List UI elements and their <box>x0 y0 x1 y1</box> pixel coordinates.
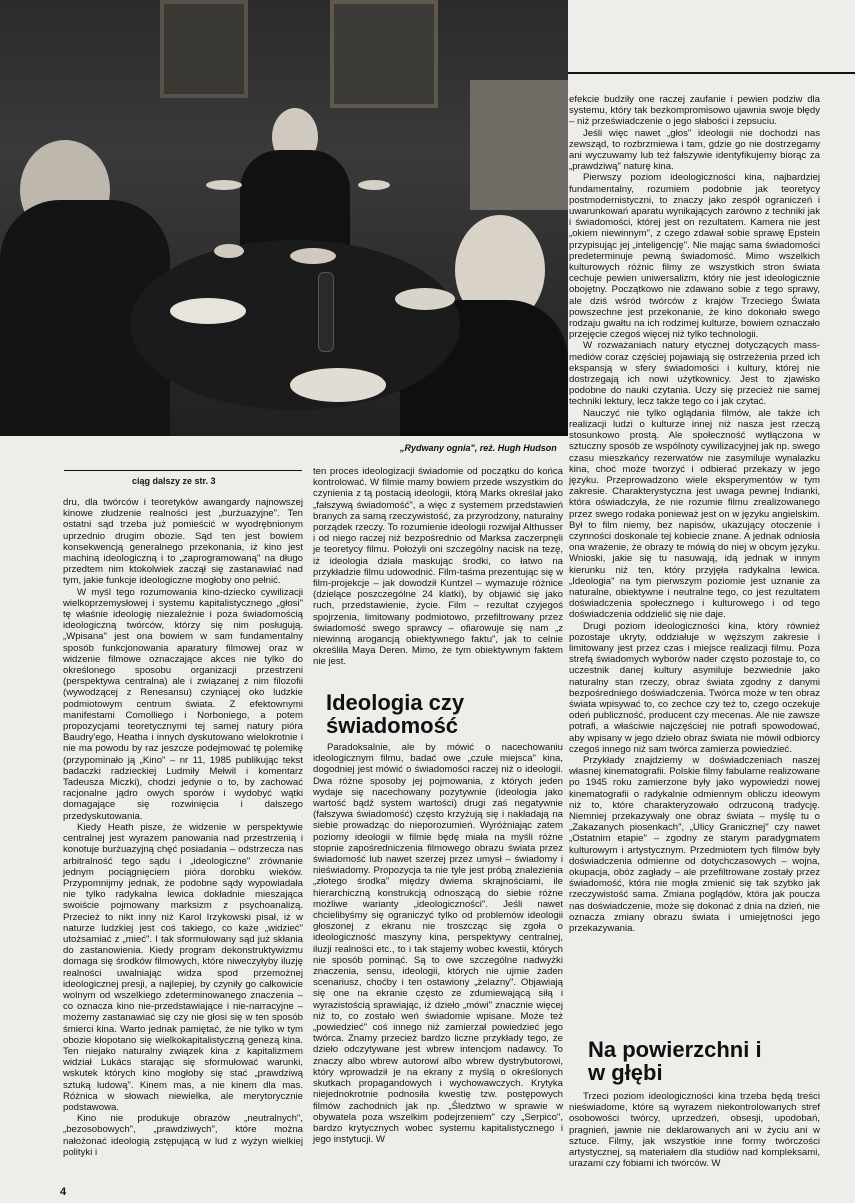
column-left <box>63 497 303 1158</box>
page-number: 4 <box>60 1186 67 1198</box>
cup <box>214 244 244 258</box>
column-middle-bottom <box>313 742 563 1145</box>
continued-rule <box>64 470 302 471</box>
paragraph: Trzeci poziom ideologiczności kina trzeba będą treści nieświadome, które są wyrazem niekontrolowanych stref osobowości twórcy, uprzedzeń, obsesji, upodobań, pragnień, jawnie nie deklarowanych ani w życiu ani w sztuce. Filmy, jak wszystkie inne formy twórczości artystycznej, są materiałem dla studiów nad kompleksami, urazami czy fobiami ich twórców. W <box>569 1091 820 1170</box>
plate-back-right <box>358 180 390 190</box>
bottle <box>318 272 334 352</box>
paragraph: efekcie budziły one raczej zaufanie i pewien podziw dla systemu, który tak bezkompromisowo ujawnia swoje błędy – niż przeświadczenie o jego słabości i zepsuciu. <box>569 94 820 128</box>
section-heading-na-powierzchni: Na powierzchni i w głębi <box>588 1037 762 1085</box>
photo-caption: „Rydwany ognia", reż. Hugh Hudson <box>400 443 557 453</box>
continued-from: ciąg dalszy ze str. 3 <box>132 476 216 486</box>
section-heading-ideologia: Ideologia czy świadomość <box>326 690 465 738</box>
film-still-photo <box>0 0 568 436</box>
column-right-bottom <box>569 1091 820 1169</box>
window-light <box>470 80 568 210</box>
column-middle-top <box>313 466 563 668</box>
plate-4 <box>290 248 336 264</box>
paragraph: Nauczyć nie tylko oglądania filmów, ale także ich realizacji ludzi o kulturze innej niż nasza jest rzeczą stosunkowo prostą. Ale społeczność wytłączona w sztuczny sposób ze wspólnoty cywilizacyjnej jak np. swego czasu mieszkańcy rezerwatów nie zasymiluje wynalazku kina, choć może tworzyć i odbierać przekazy w jego języku. Przeprowadzono wiele eksperymentów w tym zakresie. Charakterystyczna jest uwaga pewnej Indianki, która oświadczyła, że nie rozumie filmu zrealizowanego przez swego rodaka ponieważ jest on w języku angielskim. Był to film niemy, bez napisów, ukazujący otoczenie i czynności doskonale tej kobiecie znane. A jednak odniosła ona wrażenie, że obrazy te mówią do niej w obcym języku. Wnioski, jakie się tu nasuwają, idą jednak w innym kierunku niż ten, który przyjęła radykalna lewica. „Ideologia" na tym pierwszym poziomie jest uznanie za naturalne, obiektywne i neutralne tego, co jest rezultatem doświadczenia społecznego i kulturowego i od tego doświadczenia oddzielić się nie daje. <box>569 407 820 621</box>
paragraph: Kino nie produkuje obrazów „neutralnych", „bezosobowych", „prawdziwych", które można nałożonać ideologią zstępującą w lud z wyżyn wielkiej polityki i <box>63 1113 303 1158</box>
paragraph: Pierwszy poziom ideologiczności kina, najbardziej fundamentalny, rozumiem podobnie jak teoretycy postmodernistyczni, to znaczy jako zespół ograniczeń i uwarunkowań aparatu wynikających zarówno z techniki jak i świadomości, której jest on rezultatem. Kamera nie jest „okiem niewinnym", z czego zdawał sobie sprawę Epstein przypisując jej „inteligencję". Nie mając sama świadomości predeterminuje pewną świadomość. Mimo wszelkich kulturowych różnic filmy ze wszystkich stron świata cechuje pewien uniwersalizm, który nie jest ideologicznie obojętny. Początkowo nie zdawano sobie z tego sprawy, ale dziś wśród twórców z krajów Trzeciego Świata powszechne jest przekonanie, że kino dokonało swego rodzaju gwałtu na ich rodzimej kulturze, bowiem oznaczało przejęcie czegoś więcej niż tylko technologii. <box>569 172 820 341</box>
paragraph: Przykłady znajdziemy w doświadczeniach naszej własnej kinematografii. Polskie filmy fabularne realizowane po 1945 roku zamierzone były jako wypowiedzi nowej kinematografii o radykalnie odmiennym obliczu ideowym niż to, które charakteryzowało odrzuconą tradycję. Niemniej przekazywały one obraz świata – myślę tu o „Zakazanych piosenkach", „Ulicy Granicznej" czy nawet „Ostatnim etapie" – zgodny ze starym paradygmatem kulturowym i artystycznym. Przedmiotem tych filmów były doświadczenia odmienne od dotychczasowych – wojna, okupacja, obóz zagłady – ale przefiltrowane zostały przez świadomość, która nie mogła zmienić się tak szybko jak rzeczywistość sama. Zmiana poglądów, która jak poucza nas doświadczenie, może się dokonać z dnia na dzień, nie oznacza zmiany obrazu świata i umiejętności jego przekazywania. <box>569 754 820 935</box>
paragraph: Paradoksalnie, ale by mówić o nacechowaniu ideologicznym filmu, badać owe „czułe miejsca" kina, dogodniej jest mówić o świadomości raczej niż o ideologii. Dwa różne sposoby jej pojmowania, z których jeden wydaje się nacechowany pozytywnie (ideologia jako wartość bądź system wartości) drugi zaś negatywnie (fałszywa świadomość) często krzyżują się i nakładają na siebie prowadząc do nieporozumień. Wyróżniając zatem poziomy ideologii w filmie będę miała na myśli różne stopnie zapośredniczenia filmowego obrazu świata przez świadomość lub nawet szerzej przez umysł – świadomy i nieświadomy. Propozycja ta nie tyle jest próbą znalezienia „złotego środka" między dwiema skrajnościami, ile hierarchiczną konstrukcją odnoszącą do siebie różne możliwe warianty „ideologiczności". Jeśli nawet chcielibyśmy się ograniczyć tylko od problemów ideologii głoszonej z ekranu nie troszcząc się zgoła o ideologiczność maszyny kina, perspektywy centralnej, iluzji realności etc., to i tak stajemy wobec kwestii, których nie sposób pominąć. Są to owe szczególne nadwyżki znaczenia, sensu, ideologii, których nie ujmie żaden scenariusz, choćby i ten ostawiony „żelazny". Objawiają się one na ekranie często ze zdumiewającą siłą i wyrazistością sprawiając, iż dzieło „mówi" znacznie więcej niż to, co zostało weń świadomie wpisane. Może też „powiedzieć" coś innego niż zamierzał powiedzieć jego twórca. Znamy przecież bardzo liczne przykłady tego, że dzieło odczytywane jest wbrew intencjom nadawcy. To znaczy albo wbrew autorowi albo wbrew dystrybutorowi, który wprowadził je na ekrany z myślą o określonych skutkach propagandowych i wychowawczych. Krytyka niejednokrotnie podnosiła kwestię tzw. postępowych filmów zachodnich jak np. „Śledztwo w sprawie w obywatela poza wszelkim podejrzeniem" czy „Serpico", bardzo krytycznych wobec systemu kapitalistycznego i jego instytucji. W <box>313 742 563 1146</box>
column-right-top <box>569 94 820 934</box>
plate-3 <box>395 288 455 310</box>
paragraph: W rozważaniach natury etycznej dotyczących mass-mediów coraz częściej pojawiają się ostrzeżenia przed ich ekspansją w sfery świadomości i kultury, której nie dostrzegają ich nowi użytkownicy. Jest to zjawisko podobne do nauki czytania. Uczy się przecież nie samej techniki lektury, lecz także tego co i jak czytać. <box>569 340 820 408</box>
plate-back-left <box>206 180 242 190</box>
plate-1 <box>170 298 246 324</box>
plate-2 <box>290 368 386 402</box>
paragraph: dru, dla twórców i teoretyków awangardy najnowszej kinowe złudzenie realności jest „burżuazyjne". Ten ostatni sąd trzeba już pomieścić w wyodrębnionym uprzednio drugim obozie. Sąd ten jest bowiem konsekwencją generalnego przekonania, iż kino jest machiną ideologiczną i to „zaprogramowaną" na długo przedtem nim ktokolwiek zaczął się zastanawiać nad tym, jakie funkcje ideologiczne mogłoby ono pełnić. <box>63 497 303 587</box>
paragraph: Kiedy Heath pisze, że widzenie w perspektywie centralnej jest wyrazem panowania nad przestrzenią i konotuje burżuazyjną chęć posiadania – odstrzecza nas arbitralność tego sądu i „ideologiczne" zrównanie jednym pociągnięciem pióra dorobku wieków. Przypomnijmy jednak, że podobne sądy wypowiadała nie tylko radykalna lewica dokładnie mieszająca swoiście pojmowany marksizm z psychoanalizą. Przecież to nikt inny niż Karol Irzykowski pisał, iż w naturze ludzkiej jest coś takiego, co każe „widzieć" utożsamiać z „mieć". I tak sformułowany sąd już skłania do zastanowienia. Kiedy program dekonstruktywizmu domaga się środków filmowych, które niweczyłyby iluzję realności uwalniając widza spod przemożnej ideologicznej presji, a najlepiej, by czyniły go całkowicie wolnym od wszelkiego zdeterminowanego znaczenia – co oznacza kino nie-przedstawiające i nie-narracyjne – możemy zastanawiać się czy nie głosi się w ten sposób śmierci kina. Warto jednak pamiętać, że nie tylko w tym obozie kłopotano się wielkokapitalistyczną genezą kina. Ten niejako naturalny związek kina z kapitalizmem widział Lukács starając się sformułować warunki, wskutek których kino mogłoby się stać „prawdziwą sztuką ludową". Kinem mas, a nie kinem dla mas. Różnica w słowach niewielka, ale merytorycznie podstawowa. <box>63 821 303 1113</box>
top-rule <box>568 72 855 74</box>
wall-portrait-left <box>160 0 248 98</box>
paragraph: ten proces ideologizacji świadomie od początku do końca kontrolować. W filmie mamy bowiem przede wszystkim do czynienia z tą postacią ideologii, którą Marks określał jako „fałszywą świadomość", a więc z systemem przedstawień branych za samą rzeczywistość, za przyrodzony, naturalny porządek rzeczy. To rozumienie ideologii rozwijał Althusser i od niego raczej niż bezpośrednio od Marksa zaczerpnęli je teoretycy filmu. Położyli oni szczególny nacisk na tezę, iż ideologia działa maskując środki, co łatwo na przykładzie filmu udowodnić. Film-taśma prezentując się w film-projekcje – jak dowodził Kuntzel – wymazuje różnice (dzielące poszczególne 24 klatki), by objawić się jako ruch, przedstawienie, życie. Film – rezultat czyjegoś spojrzenia, limitowany podmiotowo, przefiltrowany przez świadomość swego sprawcy – ofiarowuje się nam „z niewinną arogancją obiektywnego faktu", jak to celnie określiła Maya Deren. Mimo, że tym obiektywnym faktem nie jest. <box>313 466 563 668</box>
wall-portrait-right <box>330 0 438 108</box>
paragraph: W myśl tego rozumowania kino-dziecko cywilizacji wielkoprzemysłowej i systemu kapitalistycznego „głosi" tę właśnie ideologię niezależnie i poza świadomością ideologiczną twórców, którzy się nim posługują. „Wpisana" jest ona bowiem w sam fundamentalny sposób funkcjonowania aparatury filmowej oraz w widzenie filmowe oznaczające akces nie tylko do określonego sposobu organizacji przestrzeni (perspektywa centralna) ale i związanej z nim filozofii (wywodzącej z Renesansu) czyniącej oko ludzkie podmiotowym centrum świata. Z efektownymi manifestami Comolliego i Norboniego, a potem propozycjami teoretycznymi tej samej natury pióra Baudry'ego, Heatha i innych dyskutowano wielokrotnie i nie ma powodu by raz jeszcze podejmować tę polemikę (przypominało ją „Kino" – nr 11, 1985 publikując tekst badaczki radzieckiej Ludmiły Mełwil i komentarz Tadeusza Miczki), chodzi jedynie o to, by zachować racjonalne jądro owych sporów i wydobyć wątki domagające się rozwinięcia i dalszego przedyskutowania. <box>63 586 303 822</box>
paragraph: Jeśli więc nawet „głos" ideologii nie dochodzi nas zewsząd, to rozbrzmiewa i tam, gdzie go nie dostrzegamy ani wyczuwamy lub też fałszywie identyfikujemy biorąc za „prawdziwą" naturę kina. <box>569 127 820 173</box>
paragraph: Drugi poziom ideologiczności kina, który również pozostaje ukryty, oddziałuje w węższym zakresie i limitowany jest przez czas i miejsce realizacji filmu. Poza strefą świadomych wyborów nader często pozostaje to, co uczestnik danej kultury asymiluje bezwiednie jako naturalny stan rzeczy, obraz świata zgodny z danymi bezpośredniego doświadczenia. Twórca może w ten obraz świata wpisywać to, co zechce czy też to, czego oczekuje odeń publiczność, producent czy mecenas. Ale nie zawsze potrafi, a właściwie najczęściej nie potrafi spowodować, aby wpisany w jego dzieło obraz świata nie mówił odbiorcy czegoś innego niż sam twórca zamierza powiedzieć. <box>569 620 820 755</box>
